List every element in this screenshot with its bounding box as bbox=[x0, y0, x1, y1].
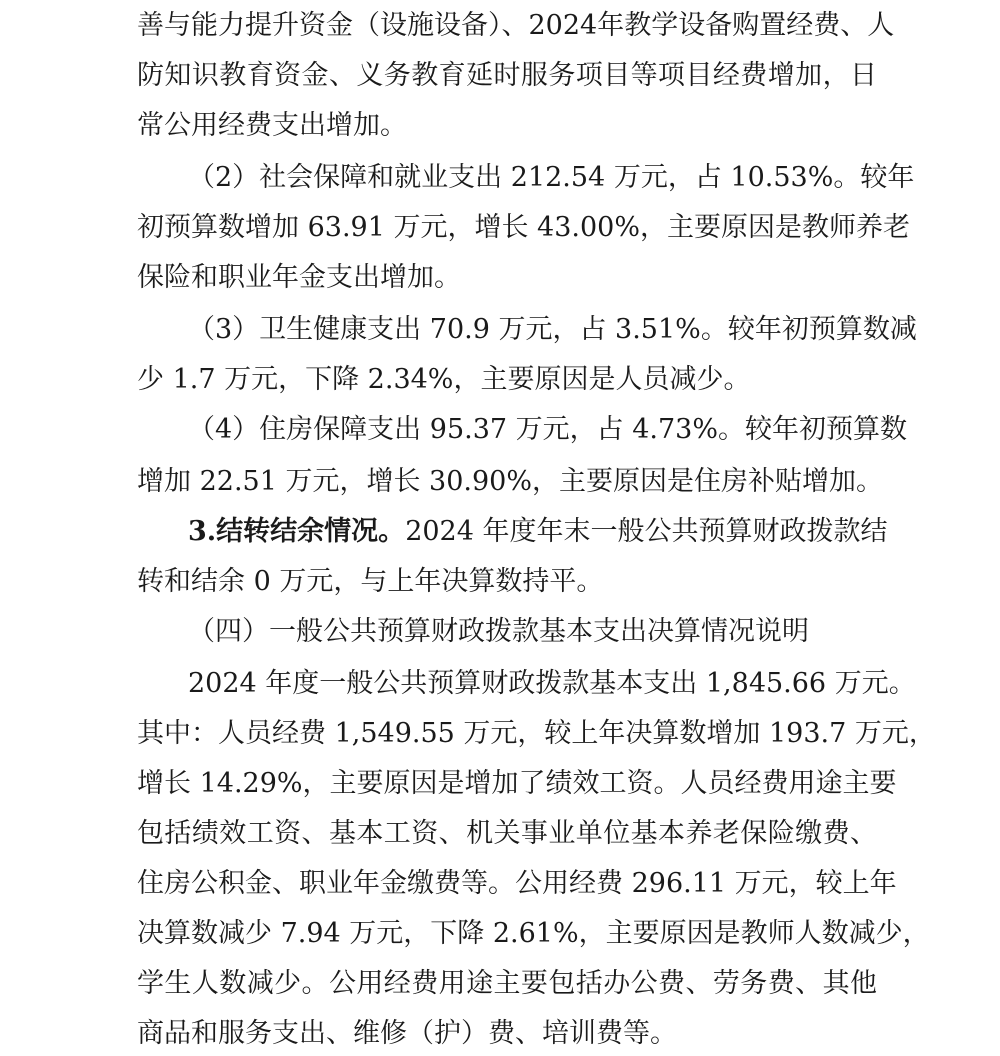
paragraph-line: 常公用经费支出增加。 bbox=[137, 110, 407, 141]
section-heading: 3.结转结余情况。 bbox=[188, 516, 406, 547]
paragraph-line: 保险和职业年金支出增加。 bbox=[137, 262, 461, 293]
paragraph-line: 决算数减少 7.94 万元，下降 2.61%，主要原因是教师人数减少， bbox=[137, 918, 930, 949]
paragraph-line: 增长 14.29%，主要原因是增加了绩效工资。人员经费用途主要 bbox=[137, 768, 897, 799]
section-title: （四）一般公共预算财政拨款基本支出决算情况说明 bbox=[188, 616, 809, 647]
paragraph-line: （3）卫生健康支出 70.9 万元，占 3.51%。较年初预算数减 bbox=[188, 314, 917, 345]
paragraph-line: 住房公积金、职业年金缴费等。公用经费 296.11 万元，较上年 bbox=[137, 868, 897, 899]
paragraph-line: 2024 年度一般公共预算财政拨款基本支出 1,845.66 万元。 bbox=[188, 668, 916, 699]
paragraph-text: 2024 年度年末一般公共预算财政拨款结 bbox=[405, 516, 888, 547]
paragraph-line: 防知识教育资金、义务教育延时服务项目等项目经费增加，日 bbox=[137, 60, 877, 91]
paragraph-line: （4）住房保障支出 95.37 万元，占 4.73%。较年初预算数 bbox=[188, 414, 907, 445]
paragraph-line: 转和结余 0 万元，与上年决算数持平。 bbox=[137, 566, 604, 597]
paragraph-line bbox=[188, 514, 888, 550]
paragraph-line: 增加 22.51 万元，增长 30.90%，主要原因是住房补贴增加。 bbox=[137, 466, 883, 497]
paragraph-line: 包括绩效工资、基本工资、机关事业单位基本养老保险缴费、 bbox=[137, 818, 877, 849]
paragraph-line: （2）社会保障和就业支出 212.54 万元，占 10.53%。较年 bbox=[188, 162, 915, 193]
paragraph-line: 商品和服务支出、维修（护）费、培训费等。 bbox=[137, 1018, 677, 1049]
paragraph-line: 学生人数减少。公用经费用途主要包括办公费、劳务费、其他 bbox=[137, 968, 877, 999]
paragraph-line: 少 1.7 万元，下降 2.34%，主要原因是人员减少。 bbox=[137, 364, 751, 395]
paragraph-line: 善与能力提升资金（设施设备）、2024年教学设备购置经费、人 bbox=[137, 10, 895, 41]
paragraph-line: 其中：人员经费 1,549.55 万元，较上年决算数增加 193.7 万元， bbox=[137, 718, 936, 749]
paragraph-line: 初预算数增加 63.91 万元，增长 43.00%，主要原因是教师养老 bbox=[137, 212, 910, 243]
